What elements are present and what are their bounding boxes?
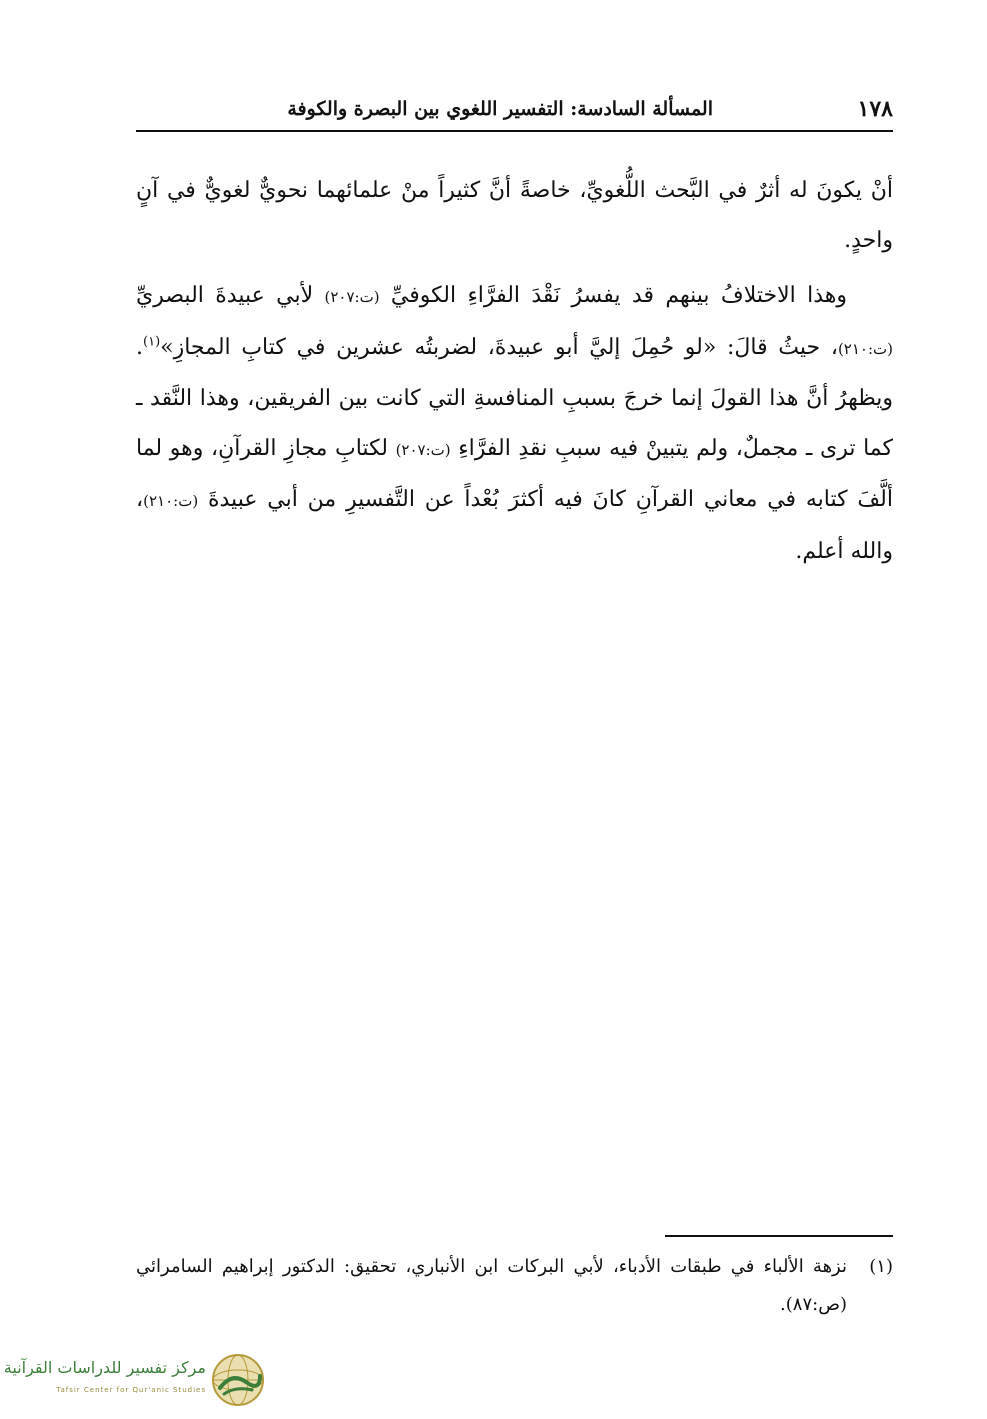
death-date-note: (ت:٢١٠) [143,492,199,510]
running-header [136,92,893,132]
paragraph-1: أنْ يكونَ له أثرٌ في البَّحث اللُّغويِّ، خاصةً أنَّ كثيراً منْ علمائهما نحويٌّ لغويٌّ في آنٍ واحدٍ. [136,178,893,253]
logo-latin-text: Tafsir Center for Qur'anic Studies [56,1386,206,1394]
body-text [136,166,893,582]
paragraph-2-part-c: ، حيثُ قالَ: «لو حُمِلَ إليَّ أبو عبيدةَ، لضربتُه عشرين في كتابِ المجازِ» [160,334,838,360]
publisher-logo [3,1352,270,1408]
header-rule [136,130,893,132]
logo-arabic-text: مركز تفسير للدراسات القرآنية [3,1358,206,1377]
paragraph-2-part-e: لكتابِ مجازِ القرآنِ، وهو لما ألَّفَ كتابه في معاني القرآنِ كانَ فيه أكثرَ بُعْداً عن التَّفسيرِ من أبي عبيدةَ [136,435,893,512]
footnote-marker[interactable]: (١) [143,334,161,350]
paragraph-2-part-f: ، والله أعلم. [136,487,893,564]
footnotes [136,1248,893,1324]
paragraph-2-part-a: وهذا الاختلافُ بينهم قد يفسرُ نَقْدَ الفرَّاءِ الكوفيِّ [379,283,847,308]
footnote-rule [665,1235,893,1237]
globe-logo-icon [210,1352,266,1408]
paragraph-2-part-b: لأبي عبيدةَ البصريِّ [136,283,325,308]
page-number: ١٧٨ [857,96,893,122]
footnote-text: نزهة الألباء في طبقات الأدباء، لأبي البركات ابن الأنباري، تحقيق: الدكتور إبراهيم السامرائي (ص:٨٧). [136,1256,847,1315]
paragraph-2-part-d: . ويظهرُ أنَّ هذا القولَ إنما خرجَ بسببِ المنافسةِ التي كانت بين الفريقين، وهذا النَّقد ـ كما ترى ـ مجملٌ، ولم يتبينْ فيه سببِ نقدِ الفرَّاءِ [136,334,893,461]
footnote-item [136,1248,893,1324]
header-title: المسألة السادسة: التفسير اللغوي بين البصرة والكوفة [287,98,713,120]
death-date-note: (ت:٢١٠) [837,339,893,358]
death-date-note: (ت:٢٠٧) [324,288,380,306]
paragraph-2 [136,271,893,576]
footnote-number: (١) [869,1256,893,1277]
death-date-note: (ت:٢٠٧) [395,440,451,459]
